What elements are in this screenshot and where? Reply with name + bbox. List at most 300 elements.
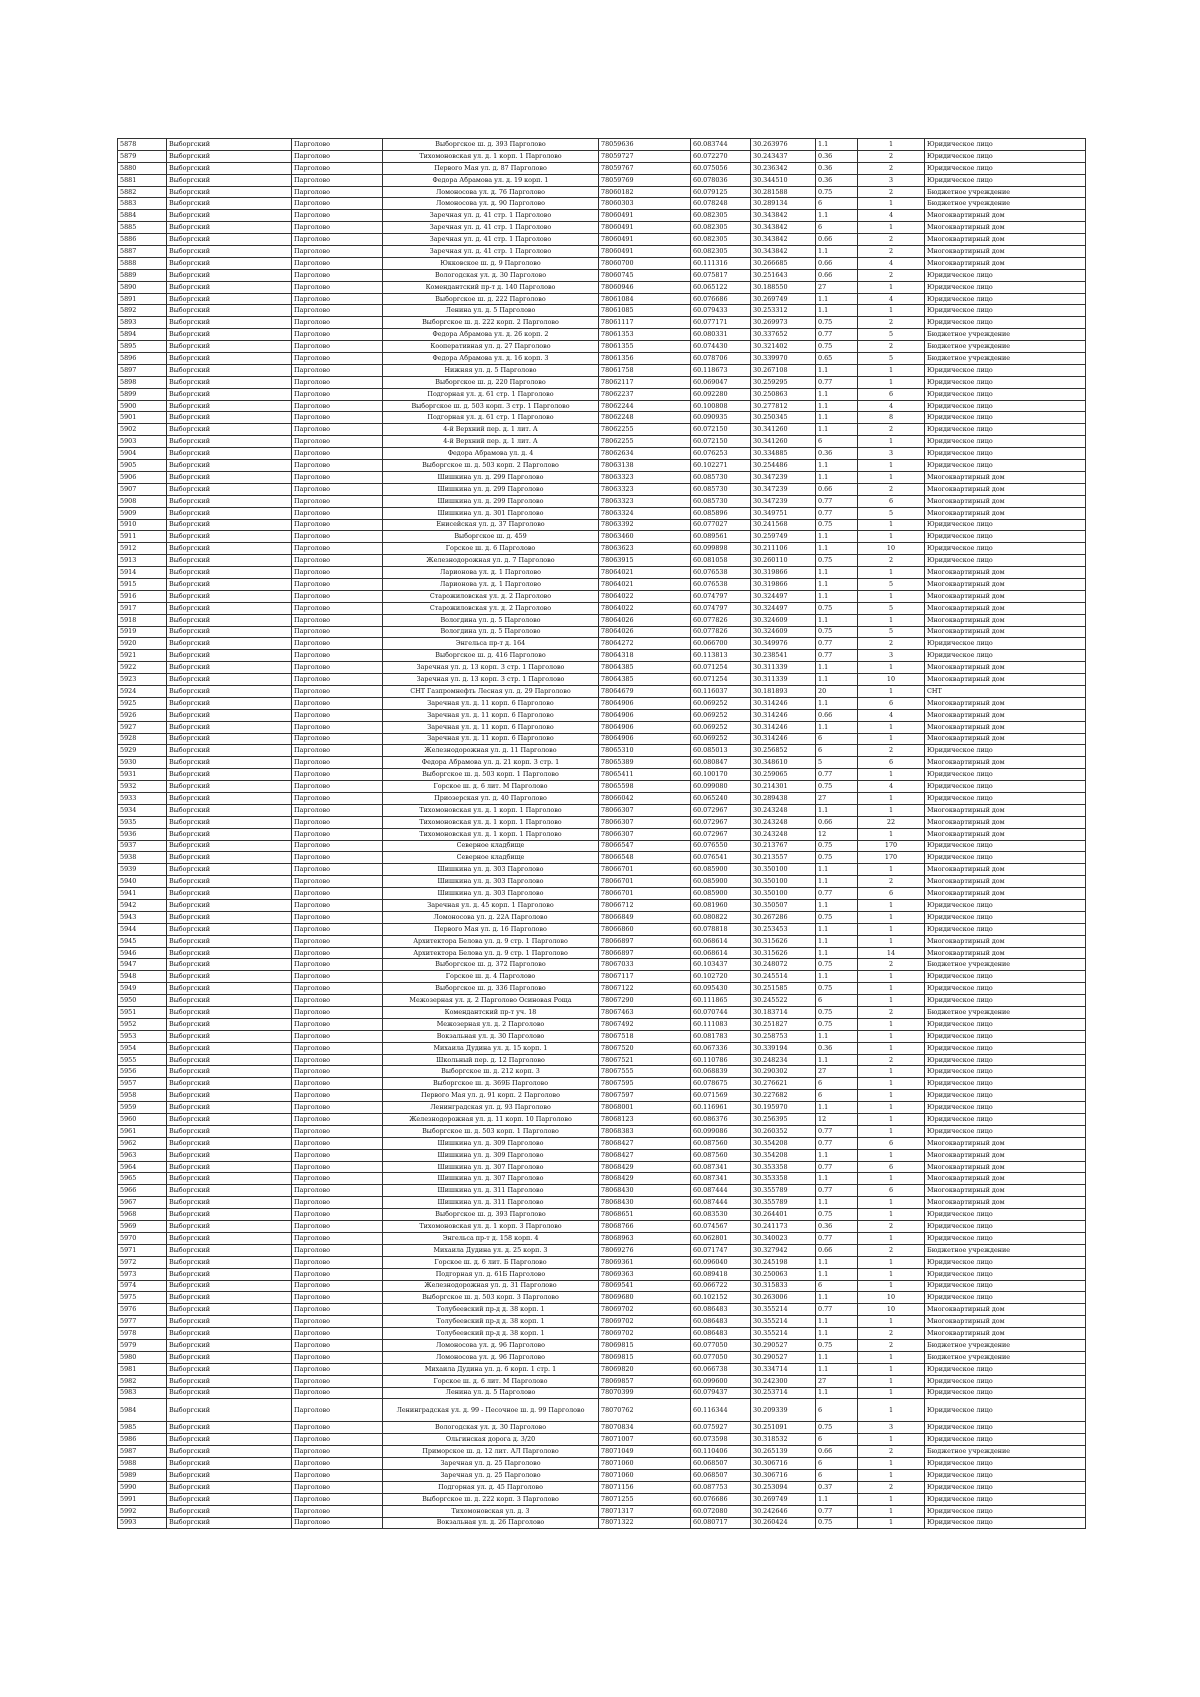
table-row	[118, 781, 1086, 793]
volume-cell: 0.77	[816, 1125, 858, 1137]
longitude-cell: 30.181893	[751, 685, 816, 697]
longitude-cell: 30.267286	[751, 911, 816, 923]
district-cell: Выборгский	[167, 1018, 292, 1030]
address-cell: Ломоносова ул. д. 76 Парголово	[383, 186, 599, 198]
row-number: 5882	[118, 186, 167, 198]
address-cell: Горское ш. д. 6 лит. М Парголово	[383, 1375, 599, 1387]
locality-cell: Парголово	[292, 257, 383, 269]
longitude-cell: 30.245198	[751, 1256, 816, 1268]
table-row	[118, 507, 1086, 519]
table-row	[118, 709, 1086, 721]
row-number: 5949	[118, 983, 167, 995]
longitude-cell: 30.211106	[751, 543, 816, 555]
row-number: 5972	[118, 1256, 167, 1268]
latitude-cell: 60.077050	[691, 1351, 751, 1363]
id-cell: 78062237	[599, 388, 691, 400]
row-number: 5956	[118, 1066, 167, 1078]
id-cell: 78064906	[599, 721, 691, 733]
longitude-cell: 30.334885	[751, 448, 816, 460]
longitude-cell: 30.347239	[751, 471, 816, 483]
id-cell: 78063623	[599, 543, 691, 555]
table-row	[118, 697, 1086, 709]
address-cell: Федора Абрамова ул. д. 26 корп. 2	[383, 329, 599, 341]
row-number: 5966	[118, 1185, 167, 1197]
type-cell: Многоквартирный дом	[925, 1161, 1086, 1173]
district-cell: Выборгский	[167, 317, 292, 329]
type-cell: Юридическое лицо	[925, 293, 1086, 305]
type-cell: Многоквартирный дом	[925, 674, 1086, 686]
volume-cell: 0.36	[816, 174, 858, 186]
row-number: 5974	[118, 1280, 167, 1292]
row-number: 5938	[118, 852, 167, 864]
address-cell: Ломоносова ул. д. 96 Парголово	[383, 1339, 599, 1351]
row-number: 5971	[118, 1244, 167, 1256]
volume-cell: 1.1	[816, 460, 858, 472]
volume-cell: 0.75	[816, 1209, 858, 1221]
locality-cell: Парголово	[292, 935, 383, 947]
latitude-cell: 60.069047	[691, 376, 751, 388]
count-cell: 1	[858, 1114, 925, 1126]
longitude-cell: 30.259065	[751, 769, 816, 781]
address-cell: Подгорная ул. д. 61 стр. 1 Парголово	[383, 388, 599, 400]
row-number: 5960	[118, 1114, 167, 1126]
volume-cell: 0.36	[816, 1221, 858, 1233]
type-cell: Юридическое лицо	[925, 1399, 1086, 1422]
row-number: 5889	[118, 269, 167, 281]
longitude-cell: 30.242646	[751, 1505, 816, 1517]
id-cell: 78060745	[599, 269, 691, 281]
longitude-cell: 30.321402	[751, 341, 816, 353]
row-number: 5919	[118, 626, 167, 638]
address-cell: Тихомоновская ул. д. 1 корп. 1 Парголово	[383, 816, 599, 828]
volume-cell: 12	[816, 828, 858, 840]
volume-cell: 0.77	[816, 888, 858, 900]
type-cell: Юридическое лицо	[925, 1434, 1086, 1446]
locality-cell: Парголово	[292, 1078, 383, 1090]
address-cell: Тихомоновская ул. д. 1 корп. 1 Парголово	[383, 804, 599, 816]
locality-cell: Парголово	[292, 864, 383, 876]
latitude-cell: 60.073598	[691, 1434, 751, 1446]
latitude-cell: 60.087341	[691, 1161, 751, 1173]
address-cell: Михаила Дудина ул. д. 15 корп. 1	[383, 1042, 599, 1054]
type-cell: Многоквартирный дом	[925, 828, 1086, 840]
type-cell: Многоквартирный дом	[925, 495, 1086, 507]
locality-cell: Парголово	[292, 1125, 383, 1137]
volume-cell: 6	[816, 1399, 858, 1422]
volume-cell: 1.1	[816, 674, 858, 686]
table-row	[118, 1446, 1086, 1458]
longitude-cell: 30.236342	[751, 162, 816, 174]
type-cell: Многоквартирный дом	[925, 709, 1086, 721]
type-cell: Многоквартирный дом	[925, 222, 1086, 234]
address-cell: Шишкина ул. д. 303 Парголово	[383, 864, 599, 876]
district-cell: Выборгский	[167, 507, 292, 519]
count-cell: 10	[858, 543, 925, 555]
id-cell: 78070399	[599, 1387, 691, 1399]
latitude-cell: 60.102152	[691, 1292, 751, 1304]
count-cell: 2	[858, 483, 925, 495]
row-number: 5902	[118, 424, 167, 436]
longitude-cell: 30.324609	[751, 626, 816, 638]
district-cell: Выборгский	[167, 674, 292, 686]
count-cell: 1	[858, 804, 925, 816]
row-number: 5888	[118, 257, 167, 269]
row-number: 5993	[118, 1517, 167, 1529]
address-cell: Выборгское ш. д. 393 Парголово	[383, 1209, 599, 1221]
count-cell: 1	[858, 305, 925, 317]
table-row	[118, 293, 1086, 305]
count-cell: 3	[858, 650, 925, 662]
row-number: 5978	[118, 1328, 167, 1340]
id-cell: 78070762	[599, 1399, 691, 1422]
count-cell: 1	[858, 1268, 925, 1280]
locality-cell: Парголово	[292, 709, 383, 721]
id-cell: 78063323	[599, 483, 691, 495]
row-number: 5881	[118, 174, 167, 186]
id-cell: 78071049	[599, 1446, 691, 1458]
district-cell: Выборгский	[167, 1137, 292, 1149]
row-number: 5891	[118, 293, 167, 305]
id-cell: 78063324	[599, 507, 691, 519]
count-cell: 2	[858, 162, 925, 174]
longitude-cell: 30.260110	[751, 555, 816, 567]
locality-cell: Парголово	[292, 1280, 383, 1292]
volume-cell: 0.75	[816, 341, 858, 353]
locality-cell: Парголово	[292, 1197, 383, 1209]
table-row	[118, 650, 1086, 662]
count-cell: 1	[858, 471, 925, 483]
count-cell: 1	[858, 436, 925, 448]
latitude-cell: 60.074797	[691, 590, 751, 602]
id-cell: 78062255	[599, 436, 691, 448]
district-cell: Выборгский	[167, 1244, 292, 1256]
locality-cell: Парголово	[292, 757, 383, 769]
latitude-cell: 60.076550	[691, 840, 751, 852]
table-row	[118, 317, 1086, 329]
count-cell: 6	[858, 1137, 925, 1149]
district-cell: Выборгский	[167, 1102, 292, 1114]
latitude-cell: 60.067336	[691, 1042, 751, 1054]
volume-cell: 0.75	[816, 1018, 858, 1030]
latitude-cell: 60.100808	[691, 400, 751, 412]
longitude-cell: 30.188550	[751, 281, 816, 293]
id-cell: 78064022	[599, 590, 691, 602]
volume-cell: 0.66	[816, 709, 858, 721]
volume-cell: 1.1	[816, 210, 858, 222]
latitude-cell: 60.072150	[691, 436, 751, 448]
district-cell: Выборгский	[167, 1054, 292, 1066]
row-number: 5991	[118, 1493, 167, 1505]
table-row	[118, 1481, 1086, 1493]
row-number: 5913	[118, 555, 167, 567]
row-number: 5961	[118, 1125, 167, 1137]
volume-cell: 1.1	[816, 1268, 858, 1280]
id-cell: 78068123	[599, 1114, 691, 1126]
table-row	[118, 222, 1086, 234]
locality-cell: Парголово	[292, 1007, 383, 1019]
id-cell: 78063460	[599, 531, 691, 543]
count-cell: 1	[858, 1351, 925, 1363]
longitude-cell: 30.290302	[751, 1066, 816, 1078]
latitude-cell: 60.110786	[691, 1054, 751, 1066]
type-cell: Юридическое лицо	[925, 769, 1086, 781]
latitude-cell: 60.111083	[691, 1018, 751, 1030]
district-cell: Выборгский	[167, 721, 292, 733]
count-cell: 1	[858, 376, 925, 388]
longitude-cell: 30.258753	[751, 1030, 816, 1042]
id-cell: 78071255	[599, 1493, 691, 1505]
id-cell: 78062248	[599, 412, 691, 424]
volume-cell: 6	[816, 733, 858, 745]
id-cell: 78060491	[599, 222, 691, 234]
volume-cell: 0.75	[816, 983, 858, 995]
district-cell: Выборгский	[167, 1185, 292, 1197]
row-number: 5937	[118, 840, 167, 852]
locality-cell: Парголово	[292, 650, 383, 662]
address-cell: Вологдина ул. д. 5 Парголово	[383, 626, 599, 638]
volume-cell: 12	[816, 1114, 858, 1126]
type-cell: Юридическое лицо	[925, 1268, 1086, 1280]
locality-cell: Парголово	[292, 1422, 383, 1434]
row-number: 5883	[118, 198, 167, 210]
type-cell: Юридическое лицо	[925, 1066, 1086, 1078]
volume-cell: 1.1	[816, 1054, 858, 1066]
district-cell: Выборгский	[167, 685, 292, 697]
locality-cell: Парголово	[292, 186, 383, 198]
row-number: 5929	[118, 745, 167, 757]
locality-cell: Парголово	[292, 1102, 383, 1114]
latitude-cell: 60.077050	[691, 1339, 751, 1351]
longitude-cell: 30.250063	[751, 1268, 816, 1280]
id-cell: 78064272	[599, 638, 691, 650]
latitude-cell: 60.080717	[691, 1517, 751, 1529]
table-row	[118, 1042, 1086, 1054]
type-cell: Юридическое лицо	[925, 424, 1086, 436]
longitude-cell: 30.253714	[751, 1387, 816, 1399]
table-row	[118, 1114, 1086, 1126]
district-cell: Выборгский	[167, 531, 292, 543]
count-cell: 1	[858, 460, 925, 472]
address-cell: Подгорная ул. д. 45 Парголово	[383, 1481, 599, 1493]
table-row	[118, 971, 1086, 983]
district-cell: Выборгский	[167, 1375, 292, 1387]
volume-cell: 1.1	[816, 1328, 858, 1340]
locality-cell: Парголово	[292, 341, 383, 353]
longitude-cell: 30.354208	[751, 1137, 816, 1149]
row-number: 5985	[118, 1422, 167, 1434]
longitude-cell: 30.314246	[751, 709, 816, 721]
district-cell: Выборгский	[167, 1280, 292, 1292]
address-cell: Архитектора Белова ул. д. 9 стр. 1 Парголово	[383, 935, 599, 947]
locality-cell: Парголово	[292, 174, 383, 186]
latitude-cell: 60.087560	[691, 1137, 751, 1149]
locality-cell: Парголово	[292, 995, 383, 1007]
volume-cell: 0.77	[816, 638, 858, 650]
longitude-cell: 30.314246	[751, 697, 816, 709]
table-row	[118, 614, 1086, 626]
longitude-cell: 30.238541	[751, 650, 816, 662]
district-cell: Выборгский	[167, 555, 292, 567]
volume-cell: 6	[816, 1090, 858, 1102]
longitude-cell: 30.311339	[751, 662, 816, 674]
count-cell: 2	[858, 269, 925, 281]
address-cell: Старожиловская ул. д. 2 Парголово	[383, 590, 599, 602]
type-cell: Юридическое лицо	[925, 412, 1086, 424]
count-cell: 1	[858, 1090, 925, 1102]
type-cell: Юридическое лицо	[925, 1387, 1086, 1399]
id-cell: 78071060	[599, 1469, 691, 1481]
latitude-cell: 60.078818	[691, 923, 751, 935]
id-cell: 78066860	[599, 923, 691, 935]
district-cell: Выборгский	[167, 995, 292, 1007]
longitude-cell: 30.243248	[751, 816, 816, 828]
latitude-cell: 60.069252	[691, 709, 751, 721]
locality-cell: Парголово	[292, 1517, 383, 1529]
type-cell: Многоквартирный дом	[925, 1316, 1086, 1328]
district-cell: Выборгский	[167, 769, 292, 781]
volume-cell: 1.1	[816, 900, 858, 912]
district-cell: Выборгский	[167, 1173, 292, 1185]
volume-cell: 0.36	[816, 162, 858, 174]
volume-cell: 1.1	[816, 1493, 858, 1505]
address-cell: Выборгское ш. д. 336 Парголово	[383, 983, 599, 995]
locality-cell: Парголово	[292, 662, 383, 674]
id-cell: 78059769	[599, 174, 691, 186]
table-row	[118, 1375, 1086, 1387]
latitude-cell: 60.083530	[691, 1209, 751, 1221]
volume-cell: 1.1	[816, 1030, 858, 1042]
type-cell: Юридическое лицо	[925, 460, 1086, 472]
district-cell: Выборгский	[167, 1328, 292, 1340]
table-row	[118, 1280, 1086, 1292]
locality-cell: Парголово	[292, 519, 383, 531]
latitude-cell: 60.069252	[691, 721, 751, 733]
type-cell: Многоквартирный дом	[925, 507, 1086, 519]
district-cell: Выборгский	[167, 1316, 292, 1328]
latitude-cell: 60.071569	[691, 1090, 751, 1102]
address-cell: Михаила Дудина ул. д. 25 корп. 3	[383, 1244, 599, 1256]
locality-cell: Парголово	[292, 1054, 383, 1066]
longitude-cell: 30.253312	[751, 305, 816, 317]
latitude-cell: 60.081960	[691, 900, 751, 912]
address-cell: Энгельса пр-т д. 164	[383, 638, 599, 650]
id-cell: 78067520	[599, 1042, 691, 1054]
address-cell: Заречная ул. д. 13 корп. 3 стр. 1 Парголово	[383, 662, 599, 674]
address-cell: Школьный пер. д. 12 Парголово	[383, 1054, 599, 1066]
id-cell: 78066307	[599, 828, 691, 840]
longitude-cell: 30.327942	[751, 1244, 816, 1256]
table-row	[118, 685, 1086, 697]
latitude-cell: 60.069252	[691, 697, 751, 709]
type-cell: Бюджетное учреждение	[925, 1351, 1086, 1363]
row-number: 5895	[118, 341, 167, 353]
latitude-cell: 60.077171	[691, 317, 751, 329]
address-cell: Выборгское ш. д. 222 корп. 3 Парголово	[383, 1493, 599, 1505]
type-cell: Юридическое лицо	[925, 364, 1086, 376]
table-row	[118, 1090, 1086, 1102]
locality-cell: Парголово	[292, 234, 383, 246]
district-cell: Выборгский	[167, 412, 292, 424]
count-cell: 1	[858, 222, 925, 234]
longitude-cell: 30.343842	[751, 234, 816, 246]
latitude-cell: 60.116037	[691, 685, 751, 697]
volume-cell: 1.1	[816, 590, 858, 602]
id-cell: 78065310	[599, 745, 691, 757]
address-cell: Выборгское ш. д. 416 Парголово	[383, 650, 599, 662]
row-number: 5946	[118, 947, 167, 959]
id-cell: 78059636	[599, 139, 691, 151]
address-cell: Выборгское ш. д. 503 корп. 1 Парголово	[383, 769, 599, 781]
table-row	[118, 662, 1086, 674]
address-cell: Горское ш. д. 4 Парголово	[383, 971, 599, 983]
table-row	[118, 269, 1086, 281]
id-cell: 78066897	[599, 947, 691, 959]
district-cell: Выборгский	[167, 281, 292, 293]
longitude-cell: 30.264401	[751, 1209, 816, 1221]
id-cell: 78060303	[599, 198, 691, 210]
row-number: 5958	[118, 1090, 167, 1102]
locality-cell: Парголово	[292, 888, 383, 900]
row-number: 5892	[118, 305, 167, 317]
latitude-cell: 60.102271	[691, 460, 751, 472]
table-row	[118, 1517, 1086, 1529]
row-number: 5940	[118, 876, 167, 888]
latitude-cell: 60.072967	[691, 816, 751, 828]
district-cell: Выборгский	[167, 626, 292, 638]
type-cell: Юридическое лицо	[925, 1458, 1086, 1470]
longitude-cell: 30.350507	[751, 900, 816, 912]
longitude-cell: 30.337652	[751, 329, 816, 341]
address-cell: Шишкина ул. д. 309 Парголово	[383, 1149, 599, 1161]
latitude-cell: 60.072967	[691, 828, 751, 840]
table-row	[118, 900, 1086, 912]
locality-cell: Парголово	[292, 198, 383, 210]
volume-cell: 1.1	[816, 246, 858, 258]
address-cell: Горское ш. д. 6 Парголово	[383, 543, 599, 555]
address-cell: Комендантский пр-т д. 140 Парголово	[383, 281, 599, 293]
district-cell: Выборгский	[167, 1422, 292, 1434]
id-cell: 78064906	[599, 697, 691, 709]
address-cell: Шишкина ул. д. 303 Парголово	[383, 876, 599, 888]
count-cell: 4	[858, 257, 925, 269]
row-number: 5878	[118, 139, 167, 151]
latitude-cell: 60.116344	[691, 1399, 751, 1422]
type-cell: Бюджетное учреждение	[925, 186, 1086, 198]
locality-cell: Парголово	[292, 792, 383, 804]
longitude-cell: 30.341260	[751, 436, 816, 448]
table-row	[118, 531, 1086, 543]
table-row	[118, 816, 1086, 828]
longitude-cell: 30.269973	[751, 317, 816, 329]
address-cell: Выборгское ш. д. 222 корп. 2 Парголово	[383, 317, 599, 329]
table-row	[118, 412, 1086, 424]
type-cell: Многоквартирный дом	[925, 733, 1086, 745]
longitude-cell: 30.343842	[751, 246, 816, 258]
row-number: 5934	[118, 804, 167, 816]
count-cell: 1	[858, 1042, 925, 1054]
locality-cell: Парголово	[292, 1221, 383, 1233]
address-cell: Шишкина ул. д. 299 Парголово	[383, 483, 599, 495]
volume-cell: 0.75	[816, 911, 858, 923]
latitude-cell: 60.087444	[691, 1197, 751, 1209]
row-number: 5968	[118, 1209, 167, 1221]
longitude-cell: 30.315626	[751, 947, 816, 959]
district-cell: Выборгский	[167, 1066, 292, 1078]
longitude-cell: 30.277812	[751, 400, 816, 412]
latitude-cell: 60.103437	[691, 959, 751, 971]
district-cell: Выборгский	[167, 1007, 292, 1019]
id-cell: 78069820	[599, 1363, 691, 1375]
